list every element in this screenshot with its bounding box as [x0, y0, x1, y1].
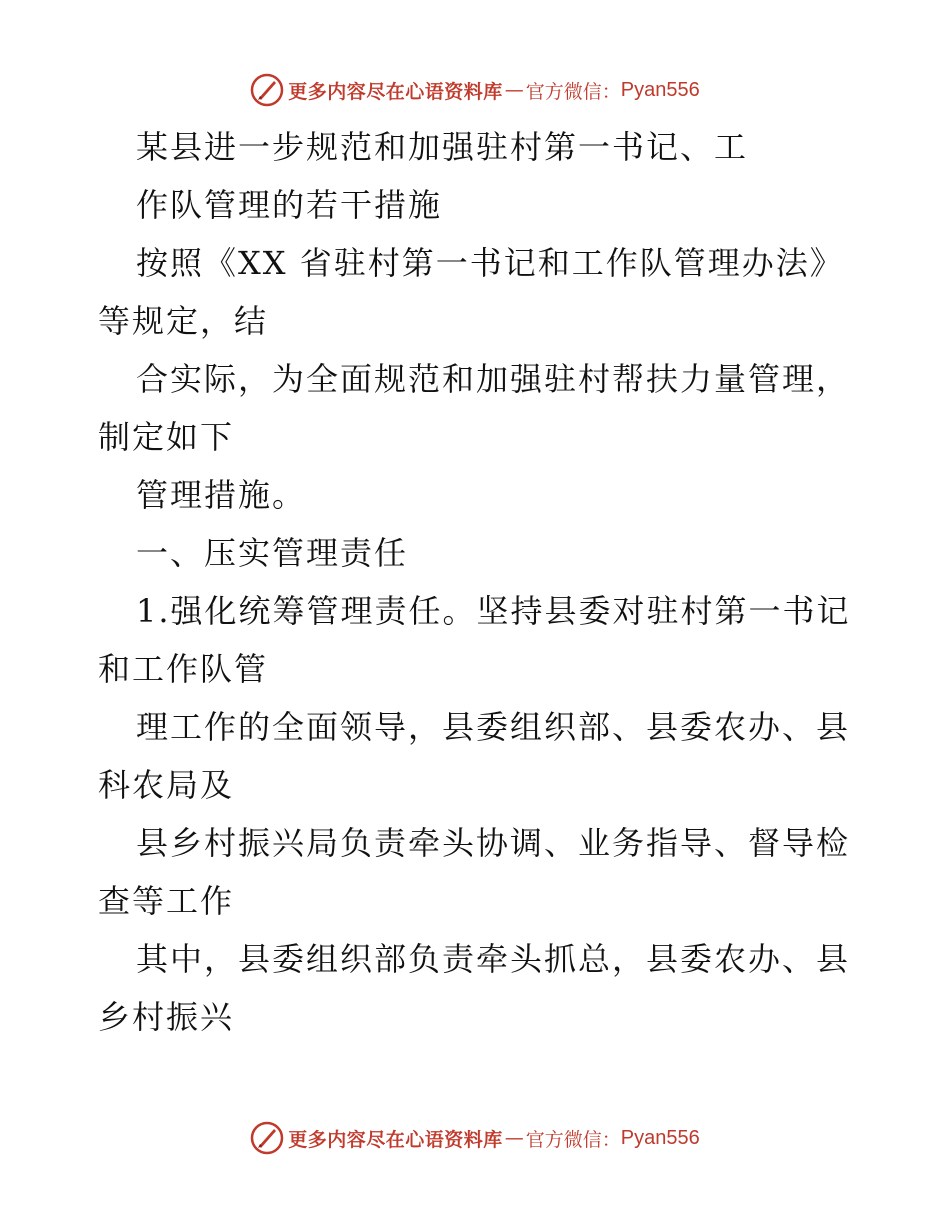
footer-watermark	[0, 1118, 950, 1158]
quill-logo-icon	[250, 1121, 284, 1155]
watermark-separator: —	[504, 1127, 524, 1149]
text-line: 和工作队管	[98, 650, 269, 688]
section-heading: 一、压实管理责任	[136, 534, 409, 572]
watermark-wechat-id: Pyan556	[620, 1126, 700, 1149]
watermark-wechat-id: Pyan556	[620, 78, 700, 101]
text-line: 某县进一步规范和加强驻村第一书记、工	[136, 128, 749, 166]
text-line: 查等工作	[98, 882, 235, 920]
text-line: 其中，县委组织部负责牵头抓总，县委农办、县	[136, 940, 851, 978]
text-line: 按照《XX 省驻村第一书记和工作队管理办法》	[136, 244, 844, 282]
text-line: 理工作的全面领导，县委组织部、县委农办、县	[136, 708, 851, 746]
watermark-separator: —	[504, 79, 524, 101]
text-line: 县乡村振兴局负责牵头协调、业务指导、督导检	[136, 824, 851, 862]
text-line: 合实际，为全面规范和加强驻村帮扶力量管理，	[136, 360, 851, 398]
header-watermark	[0, 70, 950, 110]
quill-logo-icon	[250, 73, 284, 107]
text-line: 1.强化统筹管理责任。坚持县委对驻村第一书记	[136, 592, 851, 630]
text-line: 制定如下	[98, 418, 235, 456]
text-line: 乡村振兴	[98, 998, 235, 1036]
text-line: 等规定，结	[98, 302, 269, 340]
watermark-text: 更多内容尽在心语资料库	[288, 80, 503, 103]
document-body	[98, 118, 858, 1046]
text-line: 科农局及	[98, 766, 235, 804]
text-line: 作队管理的若干措施	[136, 186, 443, 224]
text-line: 管理措施。	[136, 476, 307, 514]
watermark-wechat-label: 官方微信：	[525, 1128, 621, 1151]
watermark-text: 更多内容尽在心语资料库	[288, 1128, 503, 1151]
watermark-wechat-label: 官方微信：	[525, 80, 621, 103]
